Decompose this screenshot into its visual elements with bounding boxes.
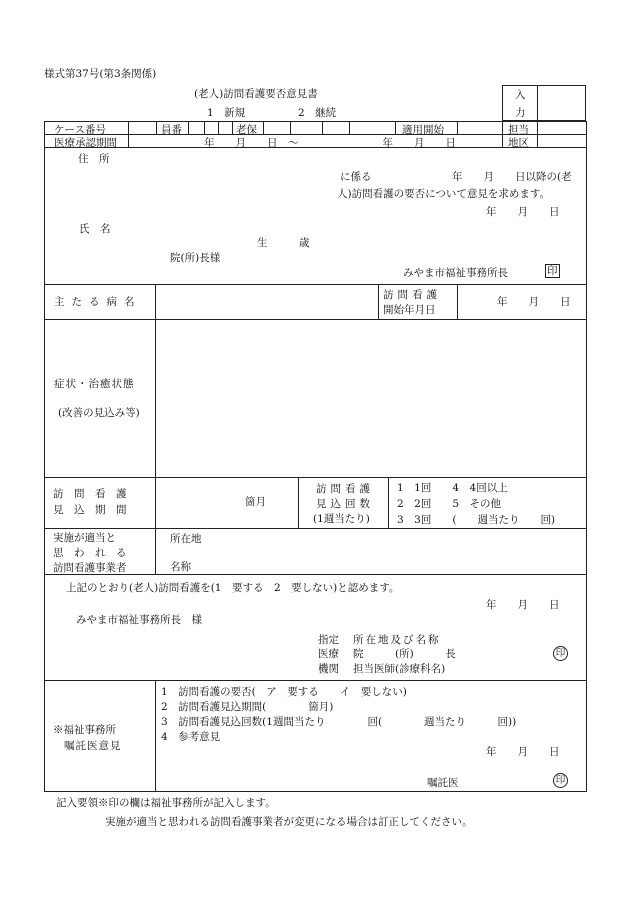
institution-address-name[interactable]: 所在地及び名称: [353, 634, 441, 646]
institution-label-2: 医療: [318, 648, 339, 660]
request-text: 人)訪問看護の要否について意見を求めます。: [337, 188, 551, 200]
date-from[interactable]: 年 月 日以降の(老: [452, 171, 572, 183]
doctor-addressee: 院(所)長様: [170, 252, 221, 264]
application-start-label: 適用開始: [402, 124, 444, 136]
welfare-doctor-label-2: 嘱託医意見: [64, 740, 122, 752]
provider-location-label[interactable]: 所在地: [170, 533, 202, 545]
opinion-statement[interactable]: 上記のとおり(老人)訪問看護を(1 要する 2 要しない)と認めます。: [66, 582, 400, 594]
provider-label-3: 訪問看護事業者: [53, 562, 127, 574]
symptoms-field[interactable]: [160, 325, 580, 470]
request-date[interactable]: 年 月 日: [486, 206, 560, 218]
note-instructions: 記入要領※印の欄は福祉事務所が記入します。: [56, 797, 276, 809]
welfare-item-4[interactable]: 4 参考意見: [161, 731, 221, 743]
visit-start-date[interactable]: 年 月 日: [497, 296, 571, 308]
provider-label-2: 思 わ れ る: [53, 547, 127, 559]
months-unit[interactable]: 箇月: [245, 496, 266, 508]
visit-start-label-2: 開始年月日: [383, 304, 436, 316]
welfare-item-1[interactable]: 1 訪問看護の要否( ア 要する イ 要しない): [161, 686, 407, 698]
document-title: (老人)訪問看護要否意見書: [194, 88, 318, 100]
opinion-addressee: みやま市福祉事務所長 様: [76, 614, 202, 626]
welfare-seal-mark: 印: [553, 773, 568, 788]
attending-doctor[interactable]: 担当医師(診療科名): [353, 663, 446, 675]
welfare-date[interactable]: 年 月 日: [486, 746, 560, 758]
age-label: 生 歳: [257, 237, 310, 249]
form-id: 様式第37号(第3条関係): [44, 68, 157, 80]
institution-director[interactable]: 院 (所) 長: [353, 648, 456, 660]
visit-count-label-2: 見込回数: [316, 498, 374, 510]
case-number-label: ケース番号: [54, 124, 106, 136]
expected-period-label-2: 見 込 期 間: [53, 504, 127, 516]
visit-count-label-3: (1週当たり): [313, 513, 370, 525]
doctor-seal-mark: 印: [553, 646, 568, 661]
symptoms-label: 症状・治癒状態: [54, 378, 135, 390]
regarding-text: に係る: [340, 171, 372, 183]
provider-name-label[interactable]: 名称: [170, 561, 191, 573]
opinion-date[interactable]: 年 月 日: [486, 599, 560, 611]
type-continue[interactable]: 2 継続: [298, 107, 337, 119]
visit-count-label-1: 訪問看護: [316, 483, 374, 495]
input-label-bottom: 力: [515, 107, 526, 119]
count-option-3[interactable]: 3 3回 ( 週当たり 回): [397, 514, 556, 526]
disease-label: 主たる病名: [54, 296, 142, 308]
expected-period-label-1: 訪 問 看 護: [53, 488, 127, 500]
institution-label-1: 指定: [318, 634, 339, 646]
type-new[interactable]: 1 新規: [207, 107, 246, 119]
count-option-2[interactable]: 2 2回 5 その他: [397, 498, 502, 510]
seal-mark: 印: [547, 265, 558, 277]
visit-start-label-1: 訪問看護: [383, 289, 441, 301]
name-label: 氏 名: [79, 223, 111, 235]
provider-label-1: 実施が適当と: [53, 532, 116, 544]
welfare-item-2[interactable]: 2 訪問看護見込期間( 箇月): [161, 701, 334, 713]
welfare-doctor-label-1: ※福祉事務所: [53, 724, 116, 736]
institution-label-3: 機関: [318, 663, 339, 675]
note-provider-change: 実施が適当と思われる訪問看護事業者が変更になる場合は訂正してください。: [105, 816, 473, 828]
welfare-item-3[interactable]: 3 訪問看護見込回数(1週間当たり 回( 週当たり 回)): [161, 716, 517, 728]
address-label: 住 所: [78, 153, 110, 165]
district-label: 地区: [508, 137, 529, 149]
input-label-top: 入: [515, 89, 526, 101]
member-number-label: 員番: [161, 124, 182, 136]
approval-period[interactable]: 年 月 日 ～ 年 月 日: [204, 137, 456, 149]
staff-label: 担当: [508, 124, 529, 136]
count-option-1[interactable]: 1 1回 4 4回以上: [397, 482, 508, 494]
welfare-office-chief: みやま市福祉事務所長: [403, 267, 508, 279]
elderly-insurance-label: 老保: [236, 124, 257, 136]
symptoms-sublabel: (改善の見込み等): [58, 407, 140, 419]
approval-period-label: 医療承認期間: [54, 137, 117, 149]
commissioned-doctor-label: 嘱託医: [427, 777, 459, 789]
